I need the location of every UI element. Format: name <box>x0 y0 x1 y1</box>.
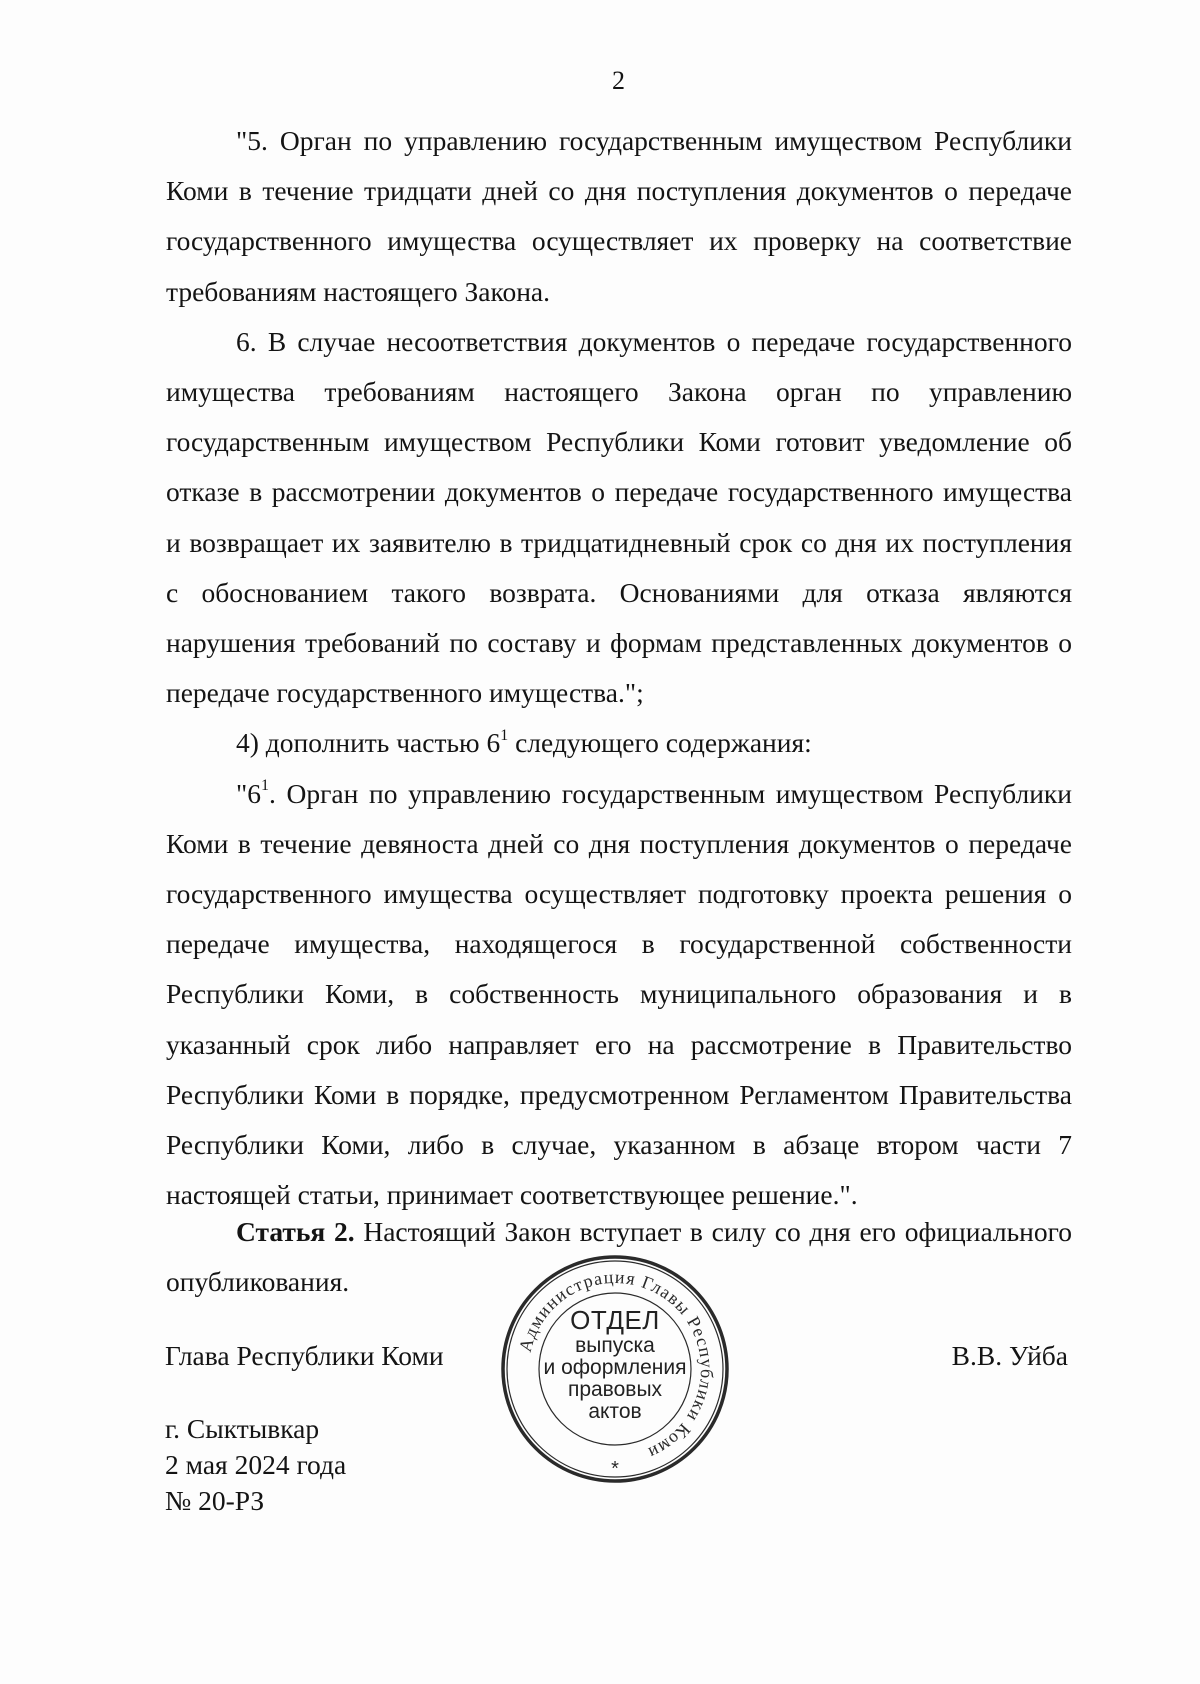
item4-pre: 4) дополнить частью 6 <box>236 727 501 759</box>
signing-date: 2 мая 2024 года <box>165 1449 347 1480</box>
part61-pre: "6 <box>236 777 261 809</box>
page-number: 2 <box>612 66 625 95</box>
stamp-ring-text: Администрация Главы Республики Коми <box>514 1266 718 1464</box>
paragraph-item-4 <box>166 718 1072 768</box>
stamp-line-5: актов <box>588 1400 642 1423</box>
stamp-line-1: ОТДЕЛ <box>570 1305 660 1335</box>
law-number: № 20-РЗ <box>165 1485 265 1516</box>
paragraph-part-6-1 <box>166 769 1072 1221</box>
place-of-signing: г. Сыктывкар <box>165 1413 320 1444</box>
stamp-line-2: выпуска <box>575 1334 655 1357</box>
part61-post: . Орган по управлению государственным имуществом Республики Коми в течение девяноста дней со дня поступления документов о передаче государственного имущества осуществляет подготовку проекта решения о передаче имущества, находящегося в государственной собственности Республики Коми, в собственность муниципального образования и в указанный срок либо направляет его на рассмотрение в Правительство Республики Коми в порядке, предусмотренном Регламентом Правительства Республики Коми, либо в случае, указанном в абзаце втором части 7 настоящей статьи, принимает соответствующее решение.". <box>166 777 1072 1211</box>
paragraph-part-6: 6. В случае несоответствия документов о передаче государственного имущества требованиям настоящего Закона орган по управлению государственным имуществом Республики Коми готовит уведомление об отказе в рассмотрении документов о передаче государственного имущества и возвращает их заявителю в тридцатидневный срок со дня их поступления с обоснованием такого возврата. Основаниями для отказа являются нарушения требований по составу и формам представленных документов о передаче государственного имущества."; <box>166 325 1072 709</box>
document-footer <box>165 1411 346 1519</box>
item4-post: следующего содержания: <box>508 727 812 759</box>
signatory-name: В.В. Уйба <box>951 1340 1068 1371</box>
stamp-line-3: и оформления <box>543 1356 687 1379</box>
law-text-body <box>166 116 1072 1220</box>
article-2-text: Настоящий Закон вступает в силу со дня его официального опубликования. <box>166 1216 1072 1298</box>
stamp-line-4: правовых <box>567 1378 663 1401</box>
stamp-center-text <box>537 1305 693 1423</box>
item4-superscript: 1 <box>500 727 509 745</box>
part61-superscript: 1 <box>260 777 269 795</box>
signatory-title: Глава Республики Коми <box>165 1340 444 1371</box>
article-2-title: Статья 2. <box>236 1216 355 1247</box>
official-stamp <box>497 1251 733 1487</box>
stamp-star: * <box>611 1458 619 1480</box>
paragraph-part-5: "5. Орган по управлению государственным имуществом Республики Коми в течение тридцати дней со дня поступления документов о передаче государственного имущества осуществляет их проверку на соответствие требованиям настоящего Закона. <box>166 125 1072 307</box>
